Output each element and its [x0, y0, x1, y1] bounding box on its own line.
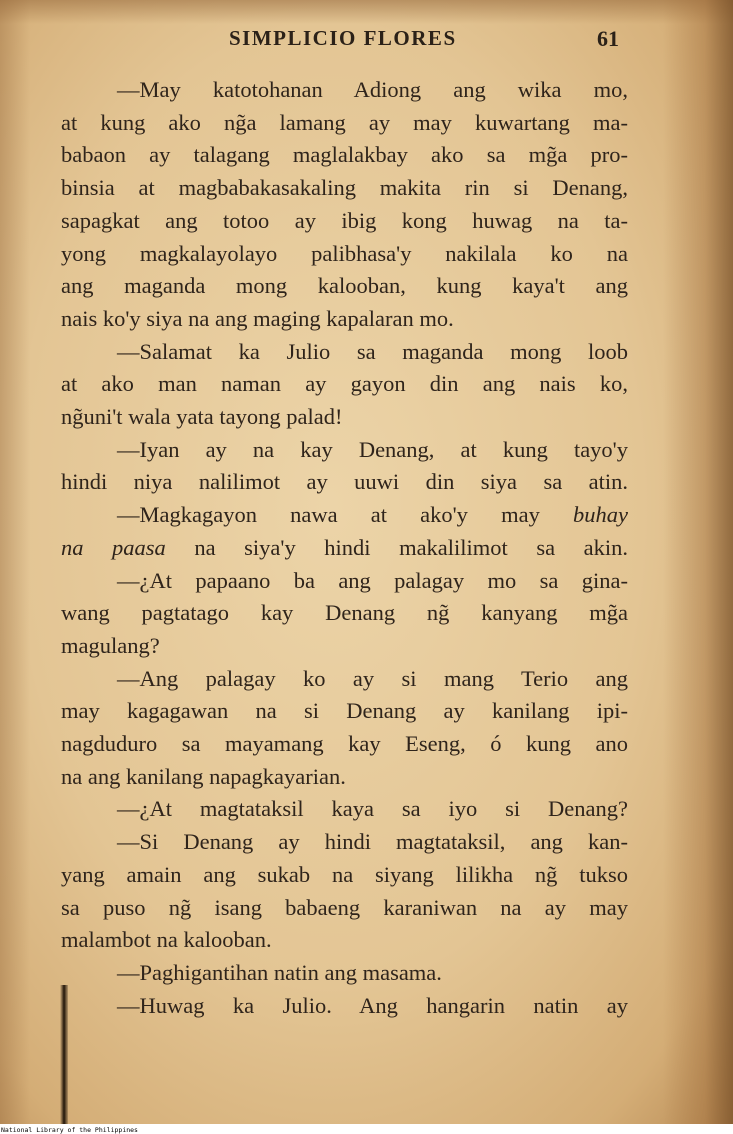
text-line: binsia at magbabakasakaling makita rin si Denang, [61, 175, 628, 201]
text-line: yong magkalayolayo palibhasa'y nakilala ko na [61, 240, 628, 266]
text-line: na ang kanilang napagkayarian. [61, 763, 346, 789]
scan-credit: National Library of the Philippines [1, 1126, 138, 1134]
page-number: 61 [597, 26, 619, 51]
text-line: nais ko'y siya na ang maging kapalaran mo. [61, 305, 454, 331]
text-line: sa puso ng̃ isang babaeng karaniwan na ay may [61, 894, 628, 920]
text-line: ng̃uni't wala yata tayong palad! [61, 404, 343, 430]
italic-text: na paasa [61, 534, 166, 560]
page-top-shadow [0, 0, 733, 24]
text-line: malambot na kalooban. [61, 927, 272, 953]
page-left-shadow [0, 0, 30, 1124]
text-line: ang maganda mong kalooban, kung kaya't ang [61, 273, 628, 299]
text-line: —Iyan ay na kay Denang, at kung tayo'y [117, 436, 628, 462]
text-line: —May katotohanan Adiong ang wika mo, [117, 77, 628, 102]
text-line: —Ang palagay ko ay si mang Terio ang [117, 665, 628, 691]
text-line: sapagkat ang totoo ay ibig kong huwag na ta- [61, 207, 628, 233]
text-line: at kung ako ng̃a lamang ay may kuwartang ma- [61, 109, 628, 135]
text-line [61, 532, 628, 565]
text-line: magulang? [61, 632, 160, 658]
text-line: hindi niya nalilimot ay uuwi din siya sa atin. [61, 469, 628, 495]
text-line: —Paghigantihan natin ang masama. [117, 959, 442, 985]
binding-shadow [60, 985, 68, 1124]
text-line: —Si Denang ay hindi magtataksil, ang kan- [117, 829, 628, 855]
body-text [61, 74, 628, 1022]
text-line: babaon ay talagang maglalakbay ako sa mg̃a pro- [61, 142, 628, 168]
text-line: may kagagawan na si Denang ay kanilang ipi- [61, 698, 628, 724]
text-line: —Huwag ka Julio. Ang hangarin natin ay [117, 992, 628, 1018]
text-line: —Salamat ka Julio sa maganda mong loob [117, 338, 628, 364]
running-title: SIMPLICIO FLORES [229, 26, 457, 50]
text-line: —¿At papaano ba ang palagay mo sa gina- [117, 567, 628, 593]
italic-text: buhay [573, 502, 628, 528]
text-line: —¿At magtataksil kaya sa iyo si Denang? [117, 796, 628, 822]
text-line [61, 499, 628, 532]
text-line: wang pagtatago kay Denang ng̃ kanyang mg̃a [61, 600, 628, 626]
text-segment: —Magkagayon nawa at ako'y may [117, 502, 540, 528]
page-header [0, 24, 733, 60]
text-segment: na siya'y hindi makalilimot sa akin. [194, 534, 629, 560]
text-line: nagduduro sa mayamang kay Eseng, ó kung ano [61, 731, 628, 757]
text-line: at ako man naman ay gayon din ang nais ko, [61, 371, 628, 397]
page-right-edge-stain [663, 0, 733, 1124]
text-line: yang amain ang sukab na siyang lilikha ng̃ tukso [61, 861, 628, 887]
